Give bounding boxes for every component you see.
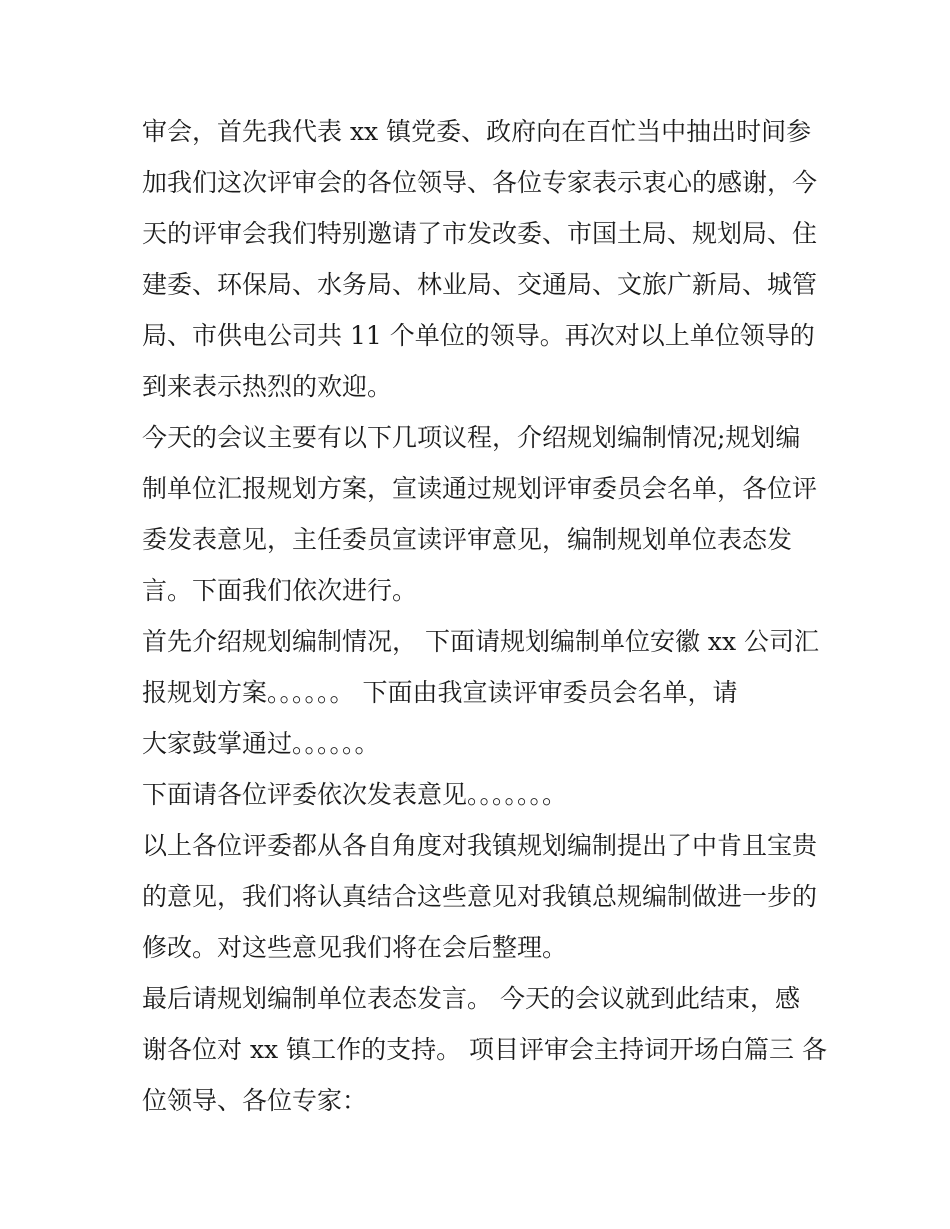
text-line: 的意见，我们将认真结合这些意见对我镇总规编制做进一步的 [142,882,818,911]
text-line: 大家鼓掌通过。。。。。。 [142,729,380,758]
text-line: 局、市供电公司共 11 个单位的领导。再次对以上单位领导的 [142,321,815,350]
text-line: 下面请各位评委依次发表意见。。。。。。。 [142,780,568,809]
text-line: 到来表示热烈的欢迎。 [142,372,393,401]
text-line: 位领导、各位专家： [142,1086,368,1115]
text-line: 审会，首先我代表 xx 镇党委、政府向在百忙当中抽出时间参 [142,117,812,146]
text-line: 天的评审会我们特别邀请了市发改委、市国土局、规划局、住 [142,219,818,248]
text-line: 谢各位对 xx 镇工作的支持。 项目评审会主持词开场白篇三 各 [142,1035,827,1064]
document-body [142,106,827,1126]
text-line: 加我们这次评审会的各位领导、各位专家表示衷心的感谢，今 [142,168,818,197]
text-line: 言。下面我们依次进行。 [142,576,418,605]
text-line: 首先介绍规划编制情况， 下面请规划编制单位安徽 xx 公司汇 [142,627,820,656]
text-line: 制单位汇报规划方案，宣读通过规划评审委员会名单，各位评 [142,474,818,503]
text-line: 今天的会议主要有以下几项议程，介绍规划编制情况;规划编 [142,423,801,452]
text-line: 建委、环保局、水务局、林业局、交通局、文旅广新局、城管 [142,270,818,299]
text-line: 报规划方案。。。。。。 下面由我宣读评审委员会名单，请 [142,678,738,707]
text-line: 委发表意见，主任委员宣读评审意见，编制规划单位表态发 [142,525,793,554]
text-line: 以上各位评委都从各自角度对我镇规划编制提出了中肯且宝贵 [142,831,818,860]
text-line: 修改。对这些意见我们将在会后整理。 [142,933,568,962]
text-line: 最后请规划编制单位表态发言。 今天的会议就到此结束，感 [142,984,800,1013]
